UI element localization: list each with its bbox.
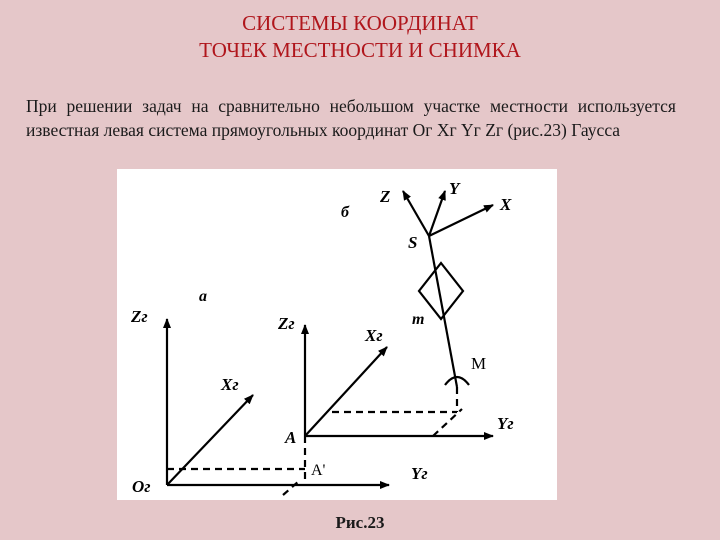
label-y-camera: Y: [449, 179, 460, 198]
body-paragraph: При решении задач на сравнительно небольшом участке местности используется известная левая система прямоугольных координат Oг Xг Yг Zг (рис.23) Гаусса: [26, 96, 676, 140]
image-plane: [419, 263, 463, 319]
label-m-small: m: [412, 311, 425, 328]
projection-ray: [429, 236, 457, 387]
coordinate-systems-diagram: [117, 169, 557, 500]
dash-low-diagonal: [283, 481, 299, 495]
label-a-prime: A': [311, 462, 326, 479]
label-a-small: а: [199, 288, 207, 305]
label-xg-mid: Xг: [365, 326, 383, 345]
title-line-2: ТОЧЕК МЕСТНОСТИ И СНИМКА: [199, 38, 521, 62]
label-a-point: A: [285, 428, 297, 447]
title-line-1: СИСТЕМЫ КООРДИНАТ: [242, 11, 478, 35]
label-xg-left: Xг: [221, 375, 239, 394]
label-zg-mid: Zг: [278, 314, 295, 333]
xg-axis-mid: [305, 347, 387, 436]
label-x-camera: X: [500, 195, 512, 214]
label-b-small: б: [341, 204, 349, 221]
label-og: Oг: [132, 477, 151, 496]
figure-caption: Рис.23: [335, 513, 385, 532]
xg-axis-left: [167, 395, 253, 485]
label-s-point: S: [408, 233, 418, 252]
label-z-camera: Z: [380, 187, 391, 206]
label-m-point: M: [471, 354, 487, 373]
label-zg-left: Zг: [131, 307, 148, 326]
camera-z-axis: [403, 191, 429, 236]
label-yg-bottom: Yг: [411, 464, 428, 483]
label-yg-mid: Yг: [497, 414, 514, 433]
slide-title: [0, 10, 720, 64]
dash-ground-diagonal: [433, 409, 462, 436]
figure-23: [117, 169, 557, 500]
